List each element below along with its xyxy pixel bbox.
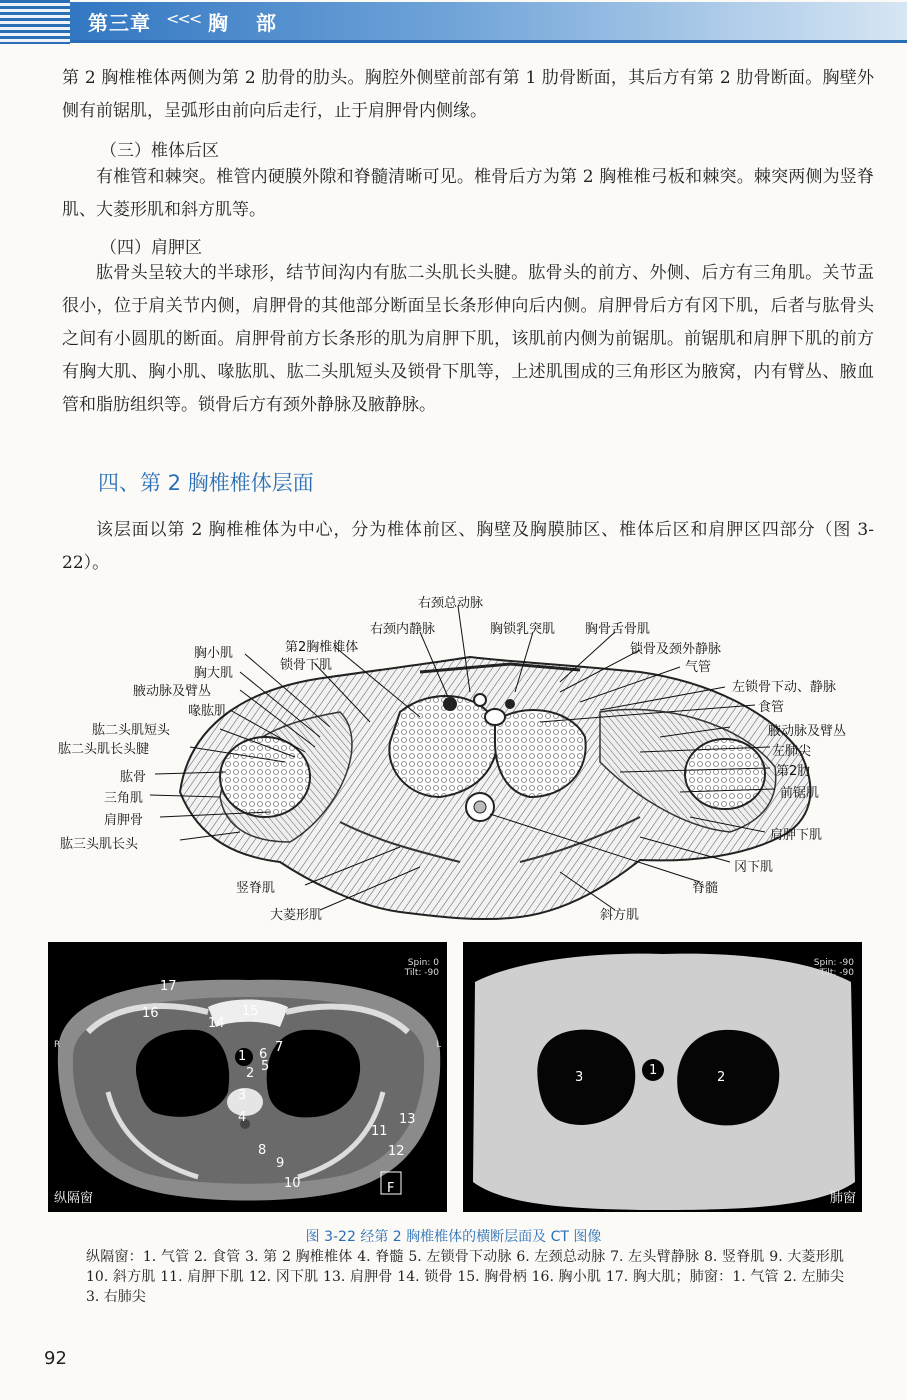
figure-caption: 图 3-22 经第 2 胸椎椎体的横断层面及 CT 图像 — [305, 1229, 602, 1245]
ct-lung-window — [463, 942, 862, 1212]
ct-lung-tilt: Tilt: -90 — [819, 968, 854, 978]
page-number: 92 — [44, 1348, 67, 1369]
cross-section-drawing — [40, 592, 880, 932]
label-infraspinatus: 冈下肌 — [734, 860, 774, 875]
label-esophagus: 食管 — [758, 700, 785, 715]
label-rhomboid-major: 大菱形肌 — [270, 908, 323, 923]
label-deltoid: 三角肌 — [104, 791, 144, 806]
ct-num-16: 16 — [142, 1006, 159, 1021]
ct-num-8: 8 — [258, 1143, 267, 1158]
label-clavicle-ext-jugular: 锁骨及颈外静脉 — [630, 642, 722, 657]
anatomy-illustration — [40, 592, 880, 932]
label-biceps-long-tendon: 肱二头肌长头腱 — [58, 742, 150, 757]
heading-scapular: （四）肩胛区 — [100, 238, 202, 258]
chapter-title: 第三章 — [88, 11, 151, 35]
ct-tilt: Tilt: -90 — [404, 968, 439, 978]
label-serratus: 前锯肌 — [780, 786, 820, 801]
heading-posterior-vertebral: （三）椎体后区 — [100, 141, 219, 161]
label-trachea: 气管 — [685, 660, 712, 675]
label-spinal-cord: 脊髓 — [692, 881, 719, 896]
ct-num-1: 1 — [238, 1049, 247, 1064]
ct-side-right: R — [54, 1040, 61, 1050]
ct-num-17: 17 — [160, 979, 177, 994]
ct-num-12: 12 — [388, 1144, 405, 1159]
header-rule — [70, 40, 907, 43]
label-subclavius: 锁骨下肌 — [280, 658, 333, 673]
ct-num-11: 11 — [371, 1124, 388, 1139]
section-heading: 四、第 2 胸椎椎体层面 — [98, 471, 314, 495]
ct-spin: Spin: 0 — [407, 958, 439, 968]
label-sternocleidomastoid: 胸锁乳突肌 — [490, 622, 556, 637]
label-trapezius: 斜方肌 — [600, 908, 640, 923]
label-subscapularis: 肩胛下肌 — [770, 828, 823, 843]
ct-corner-mark: F — [387, 1181, 395, 1196]
ct-num-2: 2 — [246, 1066, 255, 1081]
ct-lung-num-1: 1 — [649, 1063, 658, 1078]
ct-num-13: 13 — [399, 1112, 416, 1127]
ct-mediastinal-window — [48, 942, 447, 1212]
label-scapula: 肩胛骨 — [104, 813, 144, 828]
label-coracobrachialis: 喙肱肌 — [188, 704, 228, 719]
label-r-internal-jugular: 右颈内静脉 — [370, 622, 436, 637]
header-stripes — [0, 0, 70, 44]
paragraph-intro: 该层面以第 2 胸椎椎体为中心，分为椎体前区、胸壁及胸膜肺区、椎体后区和肩胛区四部分（图 3-22）。 — [62, 520, 874, 573]
ct-side-left: L — [435, 1040, 441, 1050]
label-humerus: 肱骨 — [120, 770, 147, 785]
label-r-common-carotid: 右颈总动脉 — [418, 596, 484, 611]
figure-legend: 纵隔窗：1. 气管 2. 食管 3. 第 2 胸椎椎体 4. 脊髓 5. 左锁骨下动脉 6. 左颈总动脉 7. 左头臂静脉 8. 竖脊肌 9. 大菱形肌 10. 斜方肌 11. 肩胛下肌 12. 冈下肌 13. 肩胛骨 14. 锁骨 15. 胸骨柄 16. 胸小肌 17. 胸大肌；肺窗：1. 气管 2. 左肺尖 3. 右肺尖 — [86, 1249, 844, 1305]
label-l-subclavian: 左锁骨下动、静脉 — [732, 680, 837, 695]
paragraph-posterior-vertebral: 有椎管和棘突。椎管内硬膜外隙和脊髓清晰可见。椎骨后方为第 2 胸椎椎弓板和棘突。棘突两侧为竖脊肌、大菱形肌和斜方肌等。 — [62, 167, 874, 220]
ct-num-5: 5 — [261, 1059, 270, 1074]
ct-num-7: 7 — [275, 1040, 284, 1055]
ct-lung-image — [463, 942, 862, 1212]
ct-num-4: 4 — [238, 1110, 247, 1125]
ct-num-3: 3 — [238, 1088, 247, 1103]
ct-lung-num-3: 3 — [575, 1070, 584, 1085]
ct-num-14: 14 — [208, 1016, 225, 1031]
ct-num-10: 10 — [284, 1176, 301, 1191]
section-title: 胸部 — [208, 11, 304, 35]
label-erector-spinae: 竖脊肌 — [236, 881, 276, 896]
label-biceps-short: 肱二头肌短头 — [92, 723, 171, 738]
label-pec-major: 胸大肌 — [194, 666, 234, 681]
label-axillary-plexus-left: 腋动脉及臂丛 — [133, 684, 212, 699]
label-rib2: 第2肋 — [776, 764, 811, 779]
ct-lung-spin: Spin: -90 — [813, 958, 854, 968]
label-triceps-long: 肱三头肌长头 — [60, 837, 139, 852]
ct-lung-num-2: 2 — [717, 1070, 726, 1085]
ct-num-6: 6 — [259, 1047, 268, 1062]
ct-window-label-mediastinal: 纵隔窗 — [54, 1191, 94, 1206]
paragraph-ribs: 第 2 胸椎椎体两侧为第 2 肋骨的肋头。胸腔外侧壁前部有第 1 肋骨断面，其后方有第 2 肋骨断面。胸壁外侧有前锯肌，呈弧形由前向后走行，止于肩胛骨内侧缘。 — [62, 68, 874, 121]
paragraph-scapular: 肱骨头呈较大的半球形，结节间沟内有肱二头肌长头腱。肱骨头的前方、外侧、后方有三角肌。关节盂很小，位于肩关节内侧，肩胛骨的其他部分断面呈长条形伸向后内侧。肩胛骨后方有冈下肌，后者与肱骨头之间有小圆肌的断面。肩胛骨前方长条形的肌为肩胛下肌，该肌前内侧为前锯肌。前锯肌和肩胛下肌的前方有胸大肌、胸小肌、喙肱肌、肱二头肌短头及锁骨下肌等，上述肌围成的三角形区为腋窝，内有臂丛、腋血管和脂肪组织等。锁骨后方有颈外静脉及腋静脉。 — [62, 263, 874, 415]
label-t2-body: 第2胸椎椎体 — [285, 640, 359, 655]
label-axillary-plexus-right: 腋动脉及臂丛 — [768, 724, 847, 739]
chapter-header — [0, 0, 907, 44]
label-sternohyoid: 胸骨舌骨肌 — [585, 622, 651, 637]
label-l-lung-apex: 左肺尖 — [772, 744, 812, 759]
ct-num-9: 9 — [276, 1156, 285, 1171]
ct-window-label-lung: 肺窗 — [829, 1191, 856, 1206]
ct-num-15: 15 — [242, 1004, 259, 1019]
chevron-left-icon: <<< — [166, 9, 201, 28]
label-pec-minor: 胸小肌 — [194, 646, 234, 661]
